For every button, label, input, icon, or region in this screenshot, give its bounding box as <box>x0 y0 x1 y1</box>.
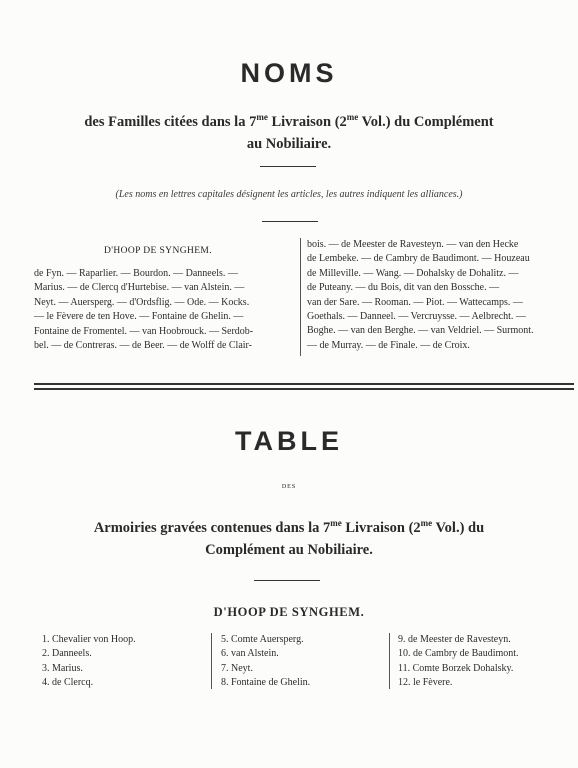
text-line: bel. — de Contreras. — de Beer. — de Wolff de Clair- <box>34 340 253 352</box>
families-left-column <box>34 267 294 353</box>
list-item: 2. Danneels. <box>42 648 92 660</box>
column-divider <box>300 238 301 356</box>
armoiries-column-3 <box>398 633 519 691</box>
table-title: TABLE <box>235 426 343 456</box>
text-line: de Puteany. — du Bois, dit van den Bossche. — <box>307 282 500 294</box>
text-line: Boghe. — van den Berghe. — van Veldriel. — Surmont. <box>307 325 534 337</box>
text-line: — de Murray. — de Finale. — de Croix. <box>307 339 470 351</box>
section-divider <box>34 388 574 390</box>
text-line: van der Sare. — Rooman. — Piot. — Wattecamps. — <box>307 296 523 308</box>
text-line: Marius. — de Clercq d'Hurtebise. — van Alstein. — <box>34 282 245 294</box>
section-divider <box>34 383 574 385</box>
list-item: 10. de Cambry de Baudimont. <box>398 648 519 660</box>
list-item: 7. Neyt. <box>221 662 253 674</box>
list-item: 5. Comte Auersperg. <box>221 634 304 645</box>
short-rule <box>260 166 316 167</box>
families-right-column <box>307 238 573 353</box>
table-subtitle: Armoiries gravées contenues dans la $7^{me}$ Livraison ($2^{me}$ Vol.) du Complément au Nobiliaire. <box>93 518 485 558</box>
armoiries-column-2 <box>221 633 310 691</box>
table-des: DES <box>281 484 297 490</box>
text-line: bois. — de Meester de Ravesteyn. — van den Hecke <box>307 239 519 250</box>
text-line: de Fyn. — Raparlier. — Bourdon. — Danneels. — <box>34 268 238 279</box>
short-rule <box>262 221 318 222</box>
list-item: 12. le Fèvere. <box>398 677 453 689</box>
text-line: — le Fèvere de ten Hove. — Fontaine de Ghelin. — <box>34 311 244 323</box>
list-item: 1. Chevalier von Hoop. <box>42 634 136 645</box>
list-item: 11. Comte Borzek Dohalsky. <box>398 662 514 674</box>
list-item: 9. de Meester de Ravesteyn. <box>398 634 511 645</box>
noms-note: (Les noms en lettres capitales désignent les articles, les autres indiquent les alliances.) <box>115 189 463 200</box>
list-item: 4. de Clercq. <box>42 677 94 689</box>
list-item: 8. Fontaine de Ghelin. <box>221 677 311 689</box>
text-line: de Milleville. — Wang. — Dohalsky de Dohalitz. — <box>307 267 519 279</box>
table-heading: D'HOOP DE SYNGHEM. <box>213 605 365 619</box>
list-item: 6. van Alstein. <box>221 648 279 660</box>
column-divider <box>389 633 390 689</box>
armoiries-column-1 <box>42 633 136 691</box>
noms-title: NOMS <box>240 58 338 88</box>
text-line: de Lembeke. — de Cambry de Baudimont. — Houzeau <box>307 253 530 265</box>
text-line: Neyt. — Auersperg. — d'Ordsflig. — Ode. — Kocks. <box>34 296 250 308</box>
noms-subtitle: des Familles citées dans la $7^{me}$ Livraison ($2^{me}$ Vol.) du Complément au Nobiliaire. <box>84 112 494 152</box>
text-line: Goethals. — Danneel. — Vercruysse. — Aelbrecht. — <box>307 311 526 323</box>
short-rule <box>254 580 320 581</box>
list-item: 3. Marius. <box>42 662 83 674</box>
column-divider <box>211 633 212 689</box>
families-heading: D'HOOP DE SYNGHEM. <box>104 246 213 256</box>
text-line: Fontaine de Fromentel. — van Hoobrouck. — Serdob- <box>34 325 254 337</box>
